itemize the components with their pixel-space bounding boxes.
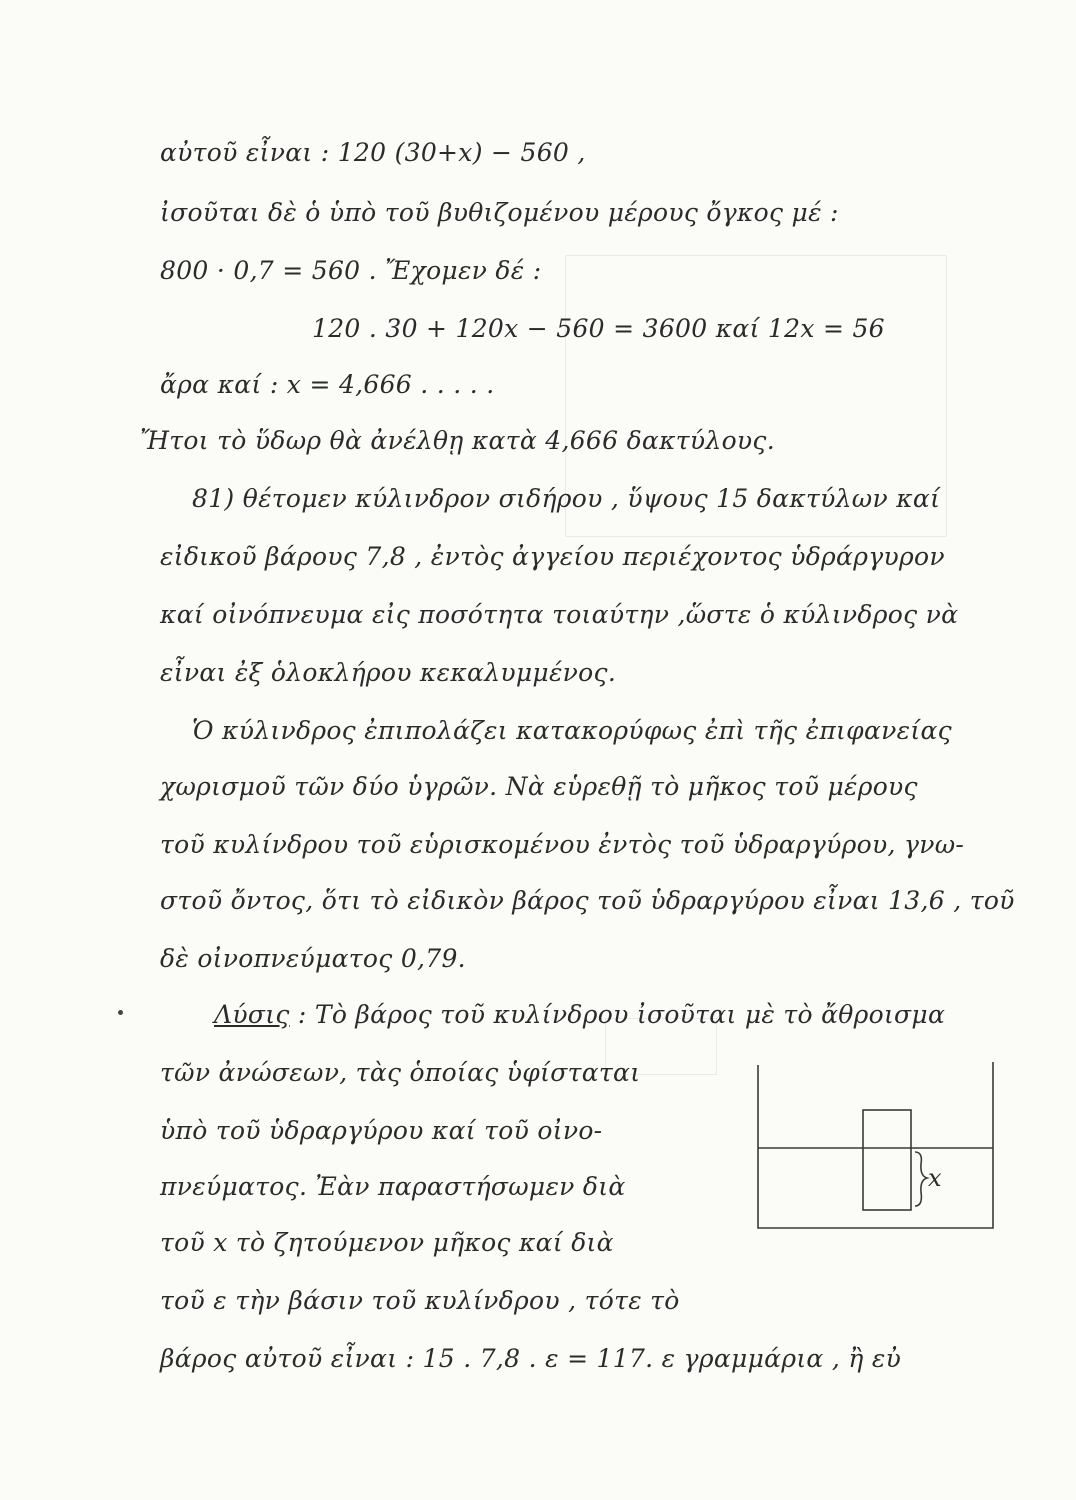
text-line-10: εἶναι ἐξ ὁλοκλήρου κεκαλυμμένος. — [160, 658, 617, 687]
vessel-cylinder-figure — [755, 1060, 1005, 1235]
text-line-14: στοῦ ὄντος, ὅτι τὸ εἰδικὸν βάρος τοῦ ὑδραργύρου εἶναι 13,6 , τοῦ — [160, 886, 1015, 915]
text-line-9: καί οἰνόπνευμα εἰς ποσότητα τοιαύτην ,ὥστε ὁ κύλινδρος νὰ — [160, 600, 959, 629]
brace — [915, 1152, 927, 1206]
text-line-17: τῶν ἀνώσεων, τὰς ὁποίας ὑφίσταται — [160, 1058, 641, 1087]
text-line-13: τοῦ κυλίνδρου τοῦ εὑρισκομένου ἐντὸς τοῦ ὑδραργύρου, γνω- — [160, 830, 965, 859]
text-line-22: βάρος αὐτοῦ εἶναι : 15 . 7,8 . ε = 117. ε γραμμάρια , ἢ εὐ — [160, 1344, 902, 1373]
text-line-6: Ἤτοι τὸ ὕδωρ θὰ ἀνέλθῃ κατὰ 4,666 δακτύλους. — [140, 426, 775, 455]
text-line-2: ἰσοῦται δὲ ὁ ὑπὸ τοῦ βυθιζομένου μέρους ὄγκος μέ : — [160, 198, 839, 227]
figure-label-x: x — [928, 1164, 942, 1192]
text-line-5: ἄρα καί : x = 4,666 . . . . . — [160, 370, 495, 399]
cylinder — [863, 1110, 911, 1210]
text-line-8: εἰδικοῦ βάρους 7,8 , ἐντὸς ἀγγείου περιέχοντος ὑδράργυρον — [160, 542, 945, 571]
text-line-16: Λύσις : Τὸ βάρος τοῦ κυλίνδρου ἰσοῦται μὲ τὸ ἄθροισμα — [214, 1000, 946, 1029]
solution-label: Λύσις — [214, 1000, 290, 1029]
text-line-18: ὑπὸ τοῦ ὑδραργύρου καί τοῦ οἰνο- — [160, 1116, 603, 1145]
text-line-15: δὲ οἰνοπνεύματος 0,79. — [160, 944, 466, 973]
text-line-19: πνεύματος. Ἐὰν παραστήσωμεν διὰ — [160, 1172, 626, 1201]
text-line-21: τοῦ ε τὴν βάσιν τοῦ κυλίνδρου , τότε τὸ — [160, 1286, 680, 1315]
text-line-12: χωρισμοῦ τῶν δύο ὑγρῶν. Νὰ εὑρεθῇ τὸ μῆκος τοῦ μέρους — [160, 772, 918, 801]
text-line-3: 800 · 0,7 = 560 . Ἔχομεν δέ : — [160, 256, 542, 285]
text-line-1: αὐτοῦ εἶναι : 120 (30+x) − 560 , — [160, 138, 586, 167]
text-line-11: Ὁ κύλινδρος ἐπιπολάζει κατακορύφως ἐπὶ τῆς ἐπιφανείας — [192, 716, 952, 745]
text-line-4: 120 . 30 + 120x − 560 = 3600 καί 12x = 56 — [312, 314, 885, 343]
vessel-outline — [758, 1062, 993, 1228]
margin-dot — [118, 1010, 123, 1015]
text-line-7: 81) θέτομεν κύλινδρον σιδήρου , ὕψους 15 δακτύλων καί — [192, 484, 941, 513]
text-line-20: τοῦ x τὸ ζητούμενον μῆκος καί διὰ — [160, 1228, 614, 1257]
